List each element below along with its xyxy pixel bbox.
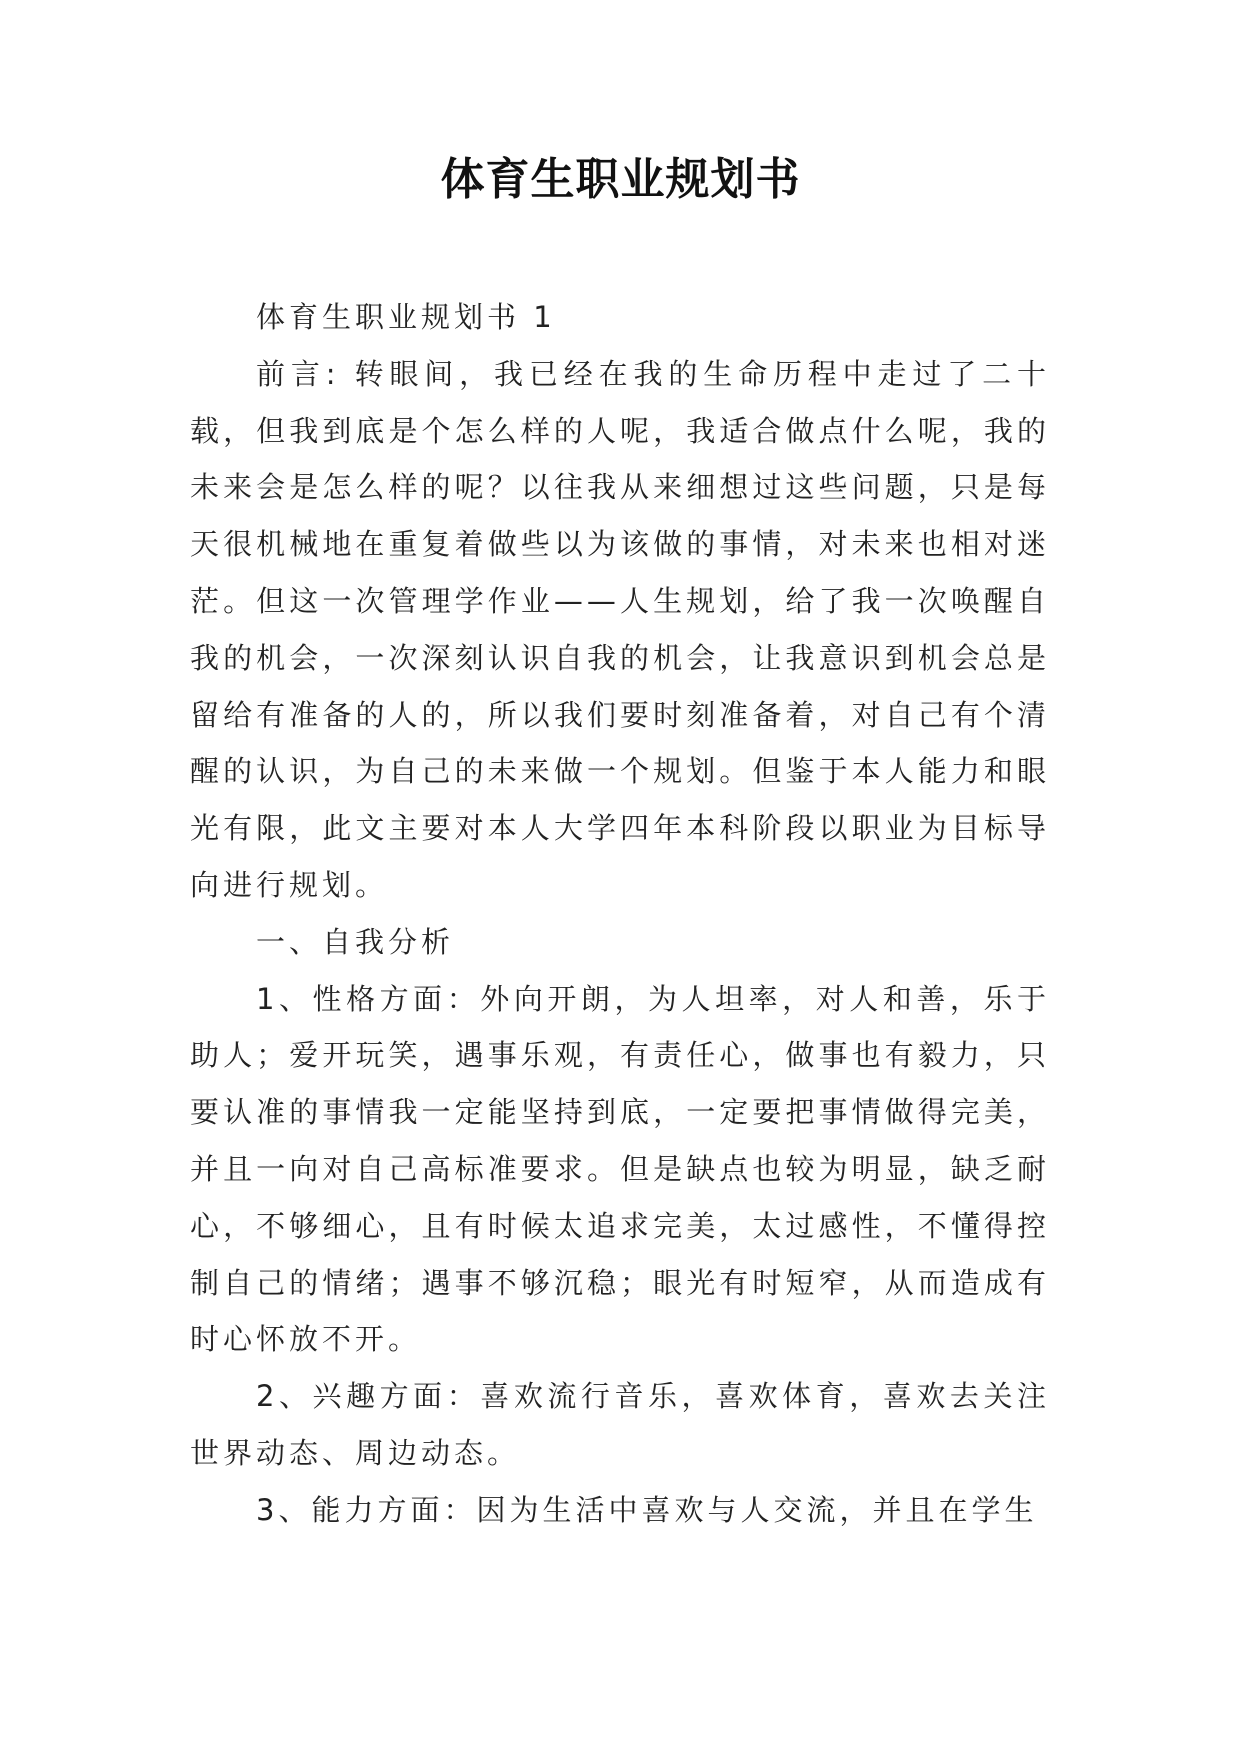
paragraph-interests: 2、兴趣方面：喜欢流行音乐，喜欢体育，喜欢去关注世界动态、周边动态。	[190, 1379, 1050, 1470]
paragraph-preface: 前言: 转眼间，我已经在我的生命历程中走过了二十载，但我到底是个怎么样的人呢，我适合做点什么呢，我的未来会是怎么样的呢？以往我从来细想过这些问题，只是每天很机械地在重复着做些以为该做的事情，对未来也相对迷茫。但这一次管理学作业——人生规划，给了我一次唤醒自我的机会，一次深刻认识自我的机会，让我意识到机会总是留给有准备的人的，所以我们要时刻准备着，对自己有个清醒的认识，为自己的未来做一个规划。但鉴于本人能力和眼光有限，此文主要对本人大学四年本科阶段以职业为目标导向进行规划。	[190, 356, 1050, 902]
document-body	[190, 289, 1050, 1539]
paragraph-abilities: 3、能力方面：因为生活中喜欢与人交流，并且在学生	[256, 1492, 1038, 1527]
paragraph-heading: 体育生职业规划书 1	[256, 300, 556, 334]
paragraph-personality: 1、性格方面：外向开朗，为人坦率，对人和善，乐于助人；爱开玩笑，遇事乐观，有责任心，做事也有毅力，只要认准的事情我一定能坚持到底，一定要把事情做得完美，并且一向对自己高标准要求。但是缺点也较为明显，缺乏耐心，不够细心，且有时候太追求完美，太过感性，不懂得控制自己的情绪；遇事不够沉稳；眼光有时短窄，从而造成有时心怀放不开。	[190, 981, 1050, 1357]
document-title: 体育生职业规划书	[440, 154, 801, 205]
paragraph-section-self-analysis: 一、自我分析	[256, 924, 455, 959]
